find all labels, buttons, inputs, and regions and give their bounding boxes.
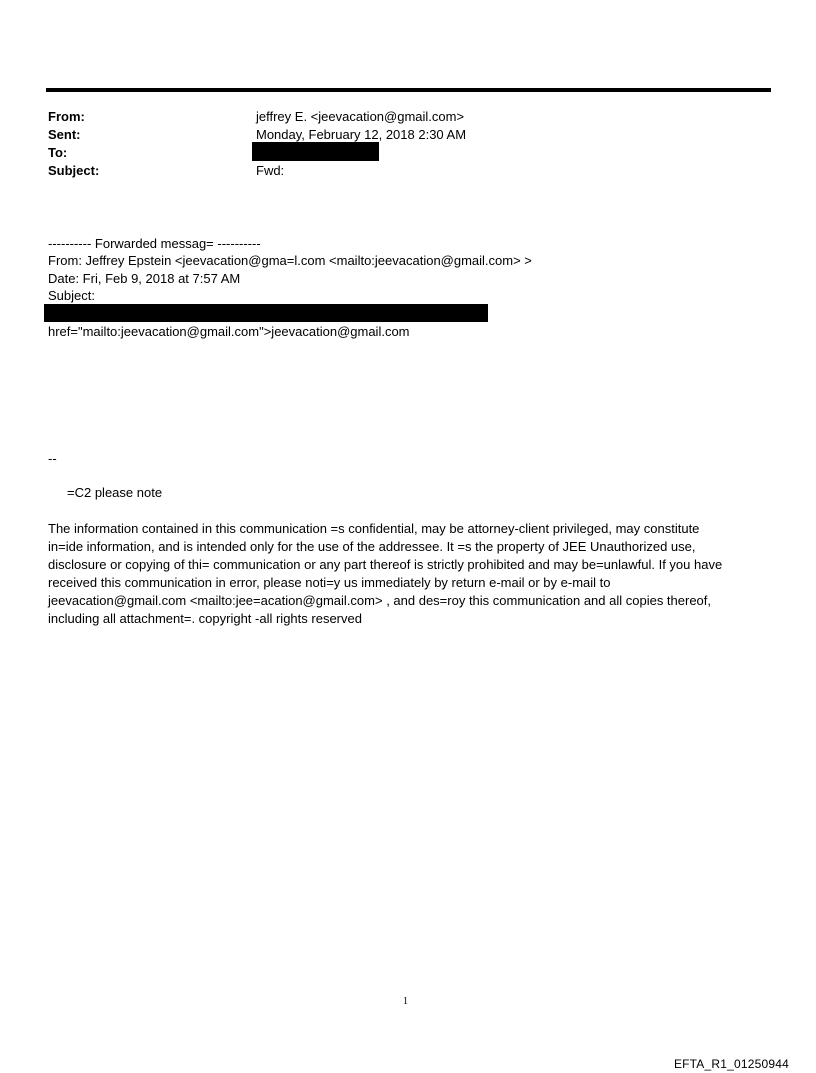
from-label: From: — [48, 109, 85, 124]
forwarded-href: href="mailto:jeevacation@gmail.com">jeevacation@gmail.com — [48, 324, 410, 339]
sent-value: Monday, February 12, 2018 2:30 AM — [256, 127, 467, 142]
disclaimer-line: in=ide information, and is intended only for the use of the addressee. It =s the property of JEE Unauthorized use, — [48, 539, 696, 554]
to-redaction — [252, 142, 379, 161]
sent-label: Sent: — [48, 127, 81, 142]
disclaimer-line: disclosure or copying of thi= communication or any part thereof is strictly prohibited and may be=unlawful. If you have — [48, 557, 723, 572]
disclaimer-line: jeevacation@gmail.com <mailto:jee=acation@gmail.com> , and des=roy this communication and all copies thereof, — [48, 593, 712, 608]
signature-note: =C2 please note — [67, 485, 163, 500]
forwarded-date: Date: Fri, Feb 9, 2018 at 7:57 AM — [48, 271, 241, 286]
forwarded-separator: ---------- Forwarded messag= ---------- — [48, 236, 261, 251]
document-id: EFTA_R1_01250944 — [673, 1057, 789, 1071]
header-divider — [46, 88, 771, 92]
from-value: jeffrey E. <jeevacation@gmail.com> — [256, 109, 465, 124]
subject-label: Subject: — [48, 163, 100, 178]
disclaimer-line: The information contained in this communication =s confidential, may be attorney-client privileged, may constitute — [48, 521, 700, 536]
subject-redaction — [44, 304, 488, 322]
disclaimer-line: received this communication in error, please noti=y us immediately by return e-mail or by e-mail to — [48, 575, 611, 590]
signature-dashes: -- — [48, 451, 57, 466]
to-label: To: — [48, 145, 68, 160]
forwarded-from: From: Jeffrey Epstein <jeevacation@gma=l.com <mailto:jeevacation@gmail.com> > — [48, 253, 532, 268]
disclaimer-line: including all attachment=. copyright -all rights reserved — [48, 611, 362, 626]
disclaimer-paragraph — [48, 520, 768, 628]
subject-value: Fwd: — [256, 163, 285, 178]
forwarded-subject: Subject: — [48, 288, 95, 303]
page-number: 1 — [403, 996, 408, 1007]
